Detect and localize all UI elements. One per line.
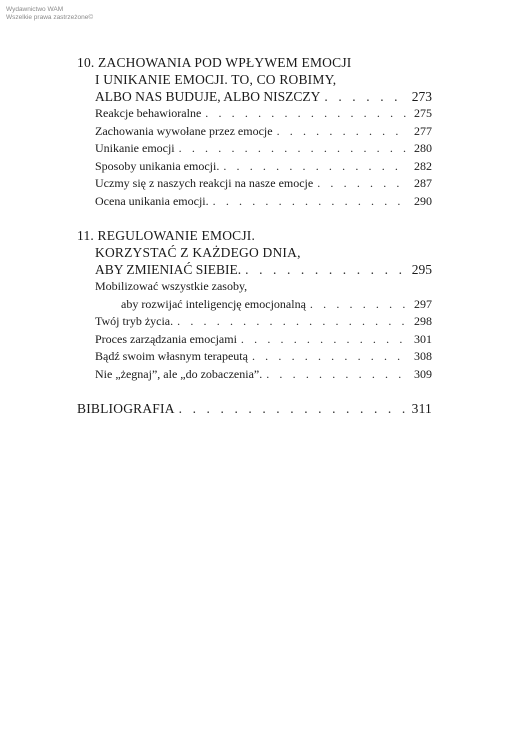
toc-entry[interactable] (77, 158, 432, 176)
chapter-10-title-line-1: 10. ZACHOWANIA POD WPŁYWEM EMOCJI (77, 55, 352, 70)
toc-entry-page: 309 (414, 366, 432, 381)
toc-entry-page: 280 (414, 141, 432, 155)
table-of-contents (77, 54, 432, 417)
dot-leader (266, 366, 407, 384)
bibliography-page: 311 (411, 401, 432, 416)
dot-leader (223, 158, 407, 176)
chapter-10-title-line-3: ALBO NAS BUDUJE, ALBO NISZCZY (95, 89, 321, 104)
dot-leader (179, 140, 407, 158)
toc-entry-page: 275 (414, 106, 432, 120)
dot-leader (205, 105, 407, 123)
toc-entry[interactable] (77, 331, 432, 349)
dot-leader (177, 313, 407, 331)
dot-leader (241, 331, 407, 349)
toc-entry[interactable] (77, 175, 432, 193)
dot-leader (277, 123, 407, 141)
dot-leader (179, 400, 407, 417)
toc-entry-label: Reakcje behawioralne (95, 106, 202, 120)
toc-chapter-11 (77, 227, 432, 383)
toc-entry-page: 277 (414, 123, 432, 138)
chapter-10-title-line-2: I UNIKANIE EMOCJI. TO, CO ROBIMY, (95, 72, 337, 87)
dot-leader (252, 348, 407, 366)
toc-entry-label: Twój tryb życia. (95, 314, 174, 328)
toc-bibliography[interactable] (77, 400, 432, 417)
toc-chapter-10 (77, 54, 432, 210)
toc-entry[interactable] (77, 313, 432, 331)
dot-leader (324, 88, 407, 105)
chapter-11-title-row[interactable] (77, 261, 432, 278)
toc-entry-label: Ocena unikania emocji. (95, 193, 209, 208)
toc-entry-page: 287 (414, 176, 432, 190)
toc-entry[interactable] (77, 366, 432, 384)
publisher-watermark (6, 6, 93, 22)
toc-entry[interactable] (77, 123, 432, 141)
toc-entry-label: Nie „żegnaj”, ale „do zobaczenia”. (95, 366, 263, 381)
toc-entry-page: 282 (414, 158, 432, 173)
dot-leader (317, 175, 407, 193)
chapter-11-title-line-3: ABY ZMIENIAĆ SIEBIE. (95, 262, 242, 277)
toc-entry[interactable] (77, 140, 432, 158)
bibliography-label: BIBLIOGRAFIA (77, 401, 175, 416)
dot-leader (213, 193, 407, 211)
chapter-10-page: 273 (411, 89, 432, 104)
chapter-10-title-row[interactable] (77, 88, 432, 105)
chapter-11-title-line-2: KORZYSTAĆ Z KAŻDEGO DNIA, (95, 245, 301, 260)
chapter-11-title-line-1: 11. REGULOWANIE EMOCJI. (77, 228, 256, 243)
watermark-line-1: Wydawnictwo WAM (6, 6, 64, 13)
toc-entry-label: Unikanie emocji (95, 141, 175, 155)
toc-entry[interactable] (77, 105, 432, 123)
toc-entry-label: Sposoby unikania emocji. (95, 158, 220, 173)
chapter-11-page: 295 (411, 262, 432, 277)
toc-entry-label: Bądź swoim własnym terapeutą (95, 349, 248, 363)
toc-entry-label: Zachowania wywołane przez emocje (95, 123, 273, 138)
dot-leader (310, 296, 407, 314)
toc-entry-page: 301 (414, 331, 432, 346)
watermark-line-2: Wszelkie prawa zastrzeżone© (6, 14, 94, 21)
toc-entry-page: 297 (414, 296, 432, 311)
toc-entry-label-line-2: aby rozwijać inteligencję emocjonalną (121, 296, 306, 311)
toc-entry-label: Uczmy się z naszych reakcji na nasze emocje (95, 176, 314, 190)
toc-entry-label-line-1: Mobilizować wszystkie zasoby, (95, 279, 248, 293)
toc-entry[interactable] (77, 348, 432, 366)
toc-entry-page: 290 (414, 193, 432, 208)
toc-entry-page: 298 (414, 314, 432, 328)
toc-entry[interactable] (77, 296, 432, 314)
toc-entry-label: Proces zarządzania emocjami (95, 331, 237, 346)
toc-entry[interactable] (77, 193, 432, 211)
dot-leader (245, 261, 407, 278)
toc-entry-page: 308 (414, 349, 432, 363)
